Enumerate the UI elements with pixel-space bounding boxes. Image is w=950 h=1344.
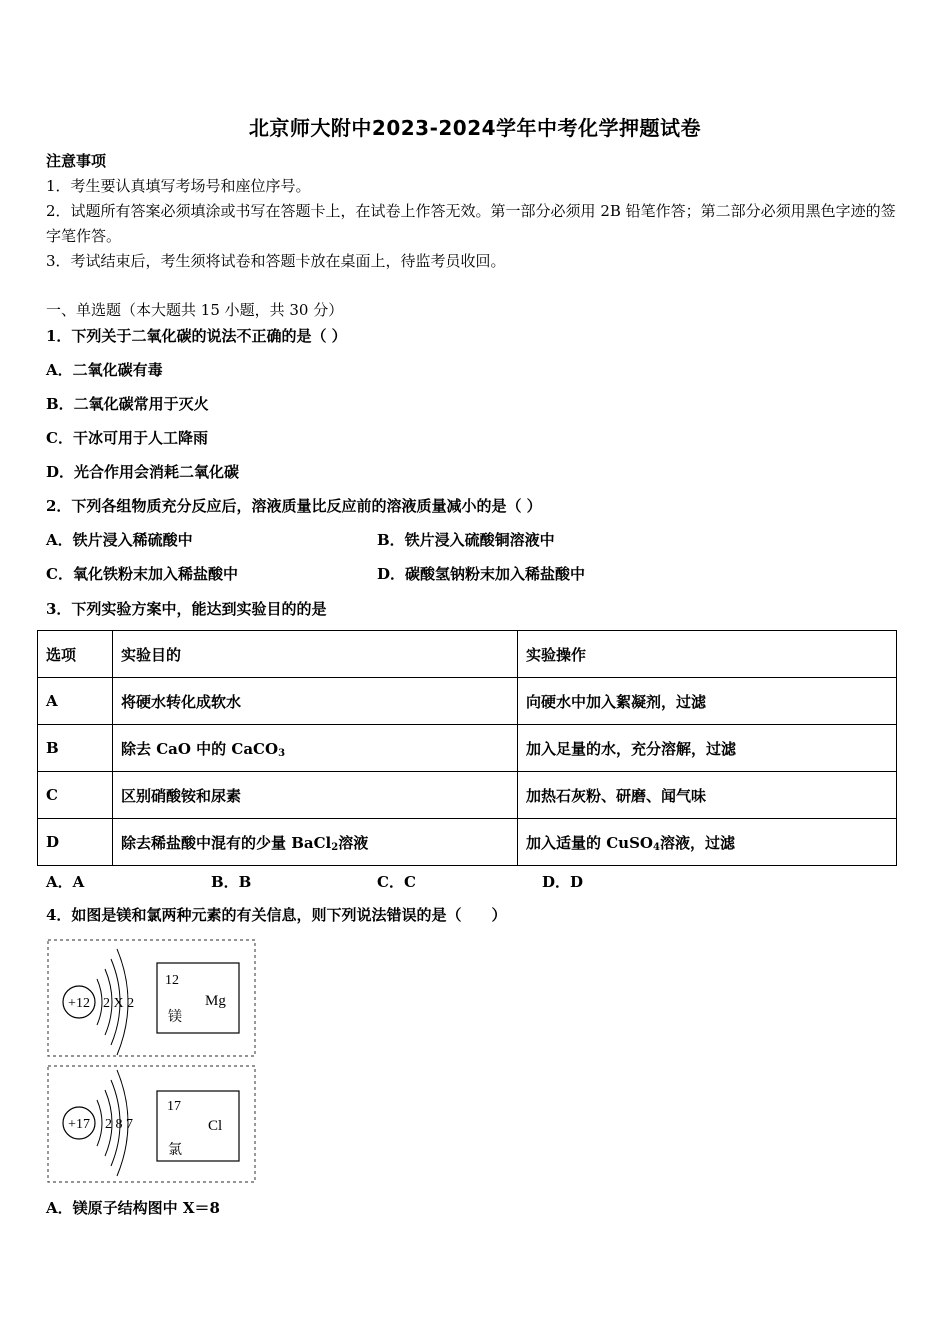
row-operation: 加热石灰粉、研磨、闻气味 — [518, 772, 897, 819]
goal-subscript: 2 — [331, 841, 339, 853]
q3-option-b: B．B — [211, 873, 252, 891]
row-operation: 向硬水中加入絮凝剂，过滤 — [518, 678, 897, 725]
row-option: B — [38, 725, 113, 772]
goal-text: 除去 CaO 中的 CaCO — [121, 739, 279, 758]
header-goal: 实验目的 — [113, 631, 518, 678]
q1-option-b: B．二氧化碳常用于灭火 — [46, 395, 209, 413]
table-row — [38, 819, 897, 866]
table-row — [38, 678, 897, 725]
magnesium-symbol: Mg — [205, 993, 226, 1009]
q3-option-d: D．D — [542, 873, 584, 891]
magnesium-electron-shells: 2 X 2 — [103, 996, 135, 1011]
chlorine-nucleus-charge: +17 — [68, 1117, 90, 1132]
q2-option-b: B．铁片浸入硫酸铜溶液中 — [377, 531, 555, 549]
q3-table — [37, 630, 897, 866]
goal-subscript: 3 — [278, 747, 286, 759]
q2-stem: 2．下列各组物质充分反应后，溶液质量比反应前的溶液质量减小的是（ ） — [46, 497, 542, 515]
q4-stem: 4．如图是镁和氯两种元素的有关信息，则下列说法错误的是（ ） — [46, 906, 507, 924]
header-option: 选项 — [38, 631, 113, 678]
goal-text: 除去稀盐酸中混有的少量 BaCl — [121, 833, 332, 852]
q2-option-c: C．氧化铁粉末加入稀盐酸中 — [46, 565, 238, 583]
q2-option-a: A．铁片浸入稀硫酸中 — [46, 531, 193, 549]
table-row — [38, 725, 897, 772]
row-option: C — [38, 772, 113, 819]
chlorine-atomic-number: 17 — [167, 1099, 181, 1114]
row-goal: 区别硝酸铵和尿素 — [113, 772, 518, 819]
row-operation: 加入足量的水，充分溶解，过滤 — [518, 725, 897, 772]
row-option: A — [38, 678, 113, 725]
magnesium-nucleus-charge: +12 — [68, 996, 90, 1011]
header-operation: 实验操作 — [518, 631, 897, 678]
q1-option-c: C．干冰可用于人工降雨 — [46, 429, 208, 447]
notice-item-1: 1．考生要认真填写考场号和座位序号。 — [46, 177, 311, 195]
row-goal: 将硬水转化成软水 — [113, 678, 518, 725]
q1-option-a: A．二氧化碳有毒 — [46, 361, 163, 379]
notice-item-2: 2．试题所有答案必须填涂或书写在答题卡上，在试卷上作答无效。第一部分必须用 2B 铅笔作答；第二部分必须用黑色字迹的签字笔作答。 — [46, 202, 896, 245]
row-goal — [113, 819, 518, 866]
section-heading: 一、单选题（本大题共 15 小题，共 30 分） — [46, 301, 344, 319]
chlorine-name: 氯 — [168, 1142, 182, 1158]
table-header-row — [38, 631, 897, 678]
operation-subscript: 4 — [652, 841, 660, 853]
q1-option-d: D．光合作用会消耗二氧化碳 — [46, 463, 240, 481]
goal-text-tail: 溶液 — [338, 833, 369, 852]
chlorine-electron-shells: 2 8 7 — [105, 1117, 133, 1132]
row-goal — [113, 725, 518, 772]
q3-stem: 3．下列实验方案中，能达到实验目的的是 — [46, 600, 327, 618]
magnesium-figure — [47, 939, 257, 1059]
chlorine-symbol: Cl — [208, 1118, 223, 1134]
q3-option-a: A．A — [46, 873, 85, 891]
q4-option-a: A．镁原子结构图中 X＝8 — [46, 1199, 220, 1217]
q2-option-d: D．碳酸氢钠粉末加入稀盐酸中 — [377, 565, 586, 583]
magnesium-atomic-number: 12 — [165, 973, 179, 988]
magnesium-name: 镁 — [168, 1009, 182, 1025]
chlorine-figure — [47, 1065, 257, 1185]
operation-text-tail: 溶液，过滤 — [659, 833, 735, 852]
operation-text: 加入适量的 CuSO — [526, 833, 653, 852]
row-operation — [518, 819, 897, 866]
q3-option-c: C．C — [377, 873, 416, 891]
notice-item-3: 3．考试结束后，考生须将试卷和答题卡放在桌面上，待监考员收回。 — [46, 252, 506, 270]
q1-stem: 1．下列关于二氧化碳的说法不正确的是（ ） — [46, 327, 347, 345]
page-title: 北京师大附中2023-2024学年中考化学押题试卷 — [248, 116, 702, 140]
row-option: D — [38, 819, 113, 866]
notice-heading: 注意事项 — [46, 152, 107, 170]
table-row — [38, 772, 897, 819]
